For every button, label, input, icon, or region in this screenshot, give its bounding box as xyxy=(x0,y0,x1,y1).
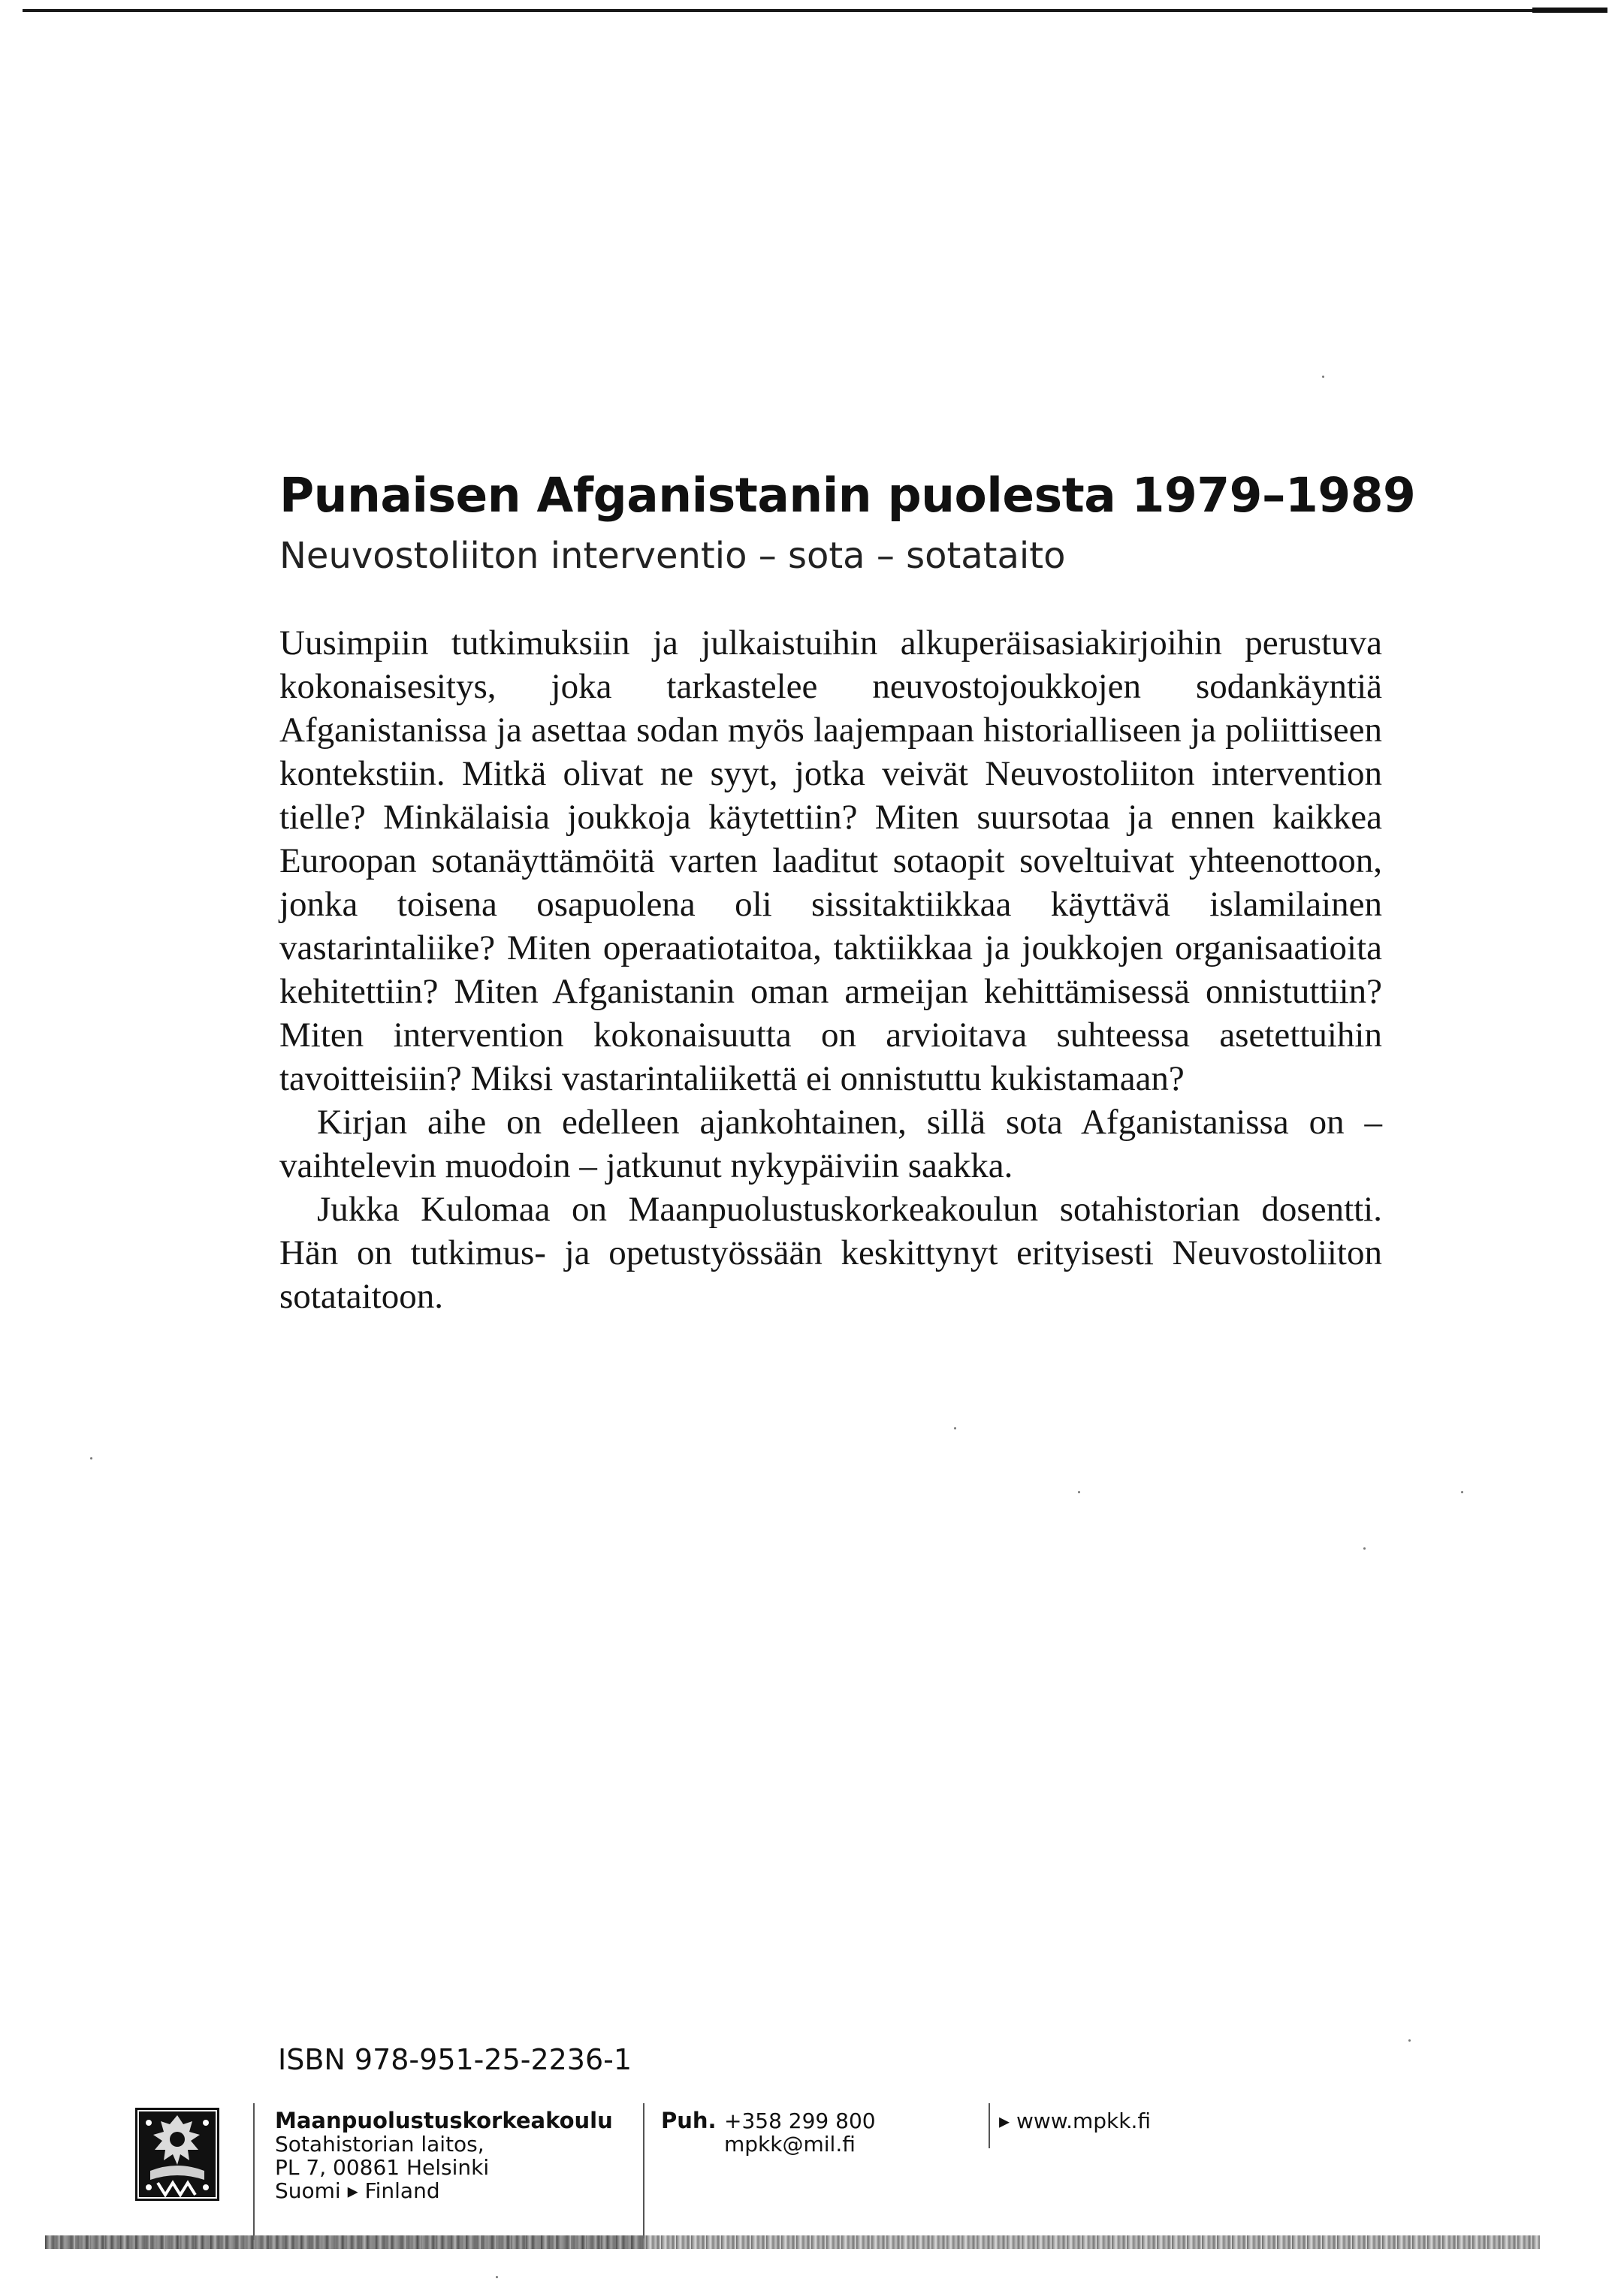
top-rule xyxy=(23,9,1607,12)
scan-speck xyxy=(496,2276,498,2278)
scan-speck xyxy=(1363,1547,1366,1550)
phone-label: Puh. xyxy=(661,2108,717,2133)
scan-speck xyxy=(1322,376,1324,378)
contact-block xyxy=(661,2109,717,2133)
phone-number[interactable]: +358 299 800 xyxy=(724,2108,876,2133)
publisher-country: Suomi ▸ Finland xyxy=(275,2178,440,2203)
publisher-name: Maanpuolustuskorkeakoulu xyxy=(275,2108,613,2133)
blurb xyxy=(279,621,1382,1318)
scan-speck xyxy=(954,1427,956,1429)
book-title: Punaisen Afganistanin puolesta 1979–1989 xyxy=(279,468,1416,523)
divider-1 xyxy=(253,2103,255,2240)
blurb-paragraph-3: Jukka Kulomaa on Maanpuolustuskorkeakoulun sotahistorian dosentti. Hän on tutkimus- ja opetustyössään keskittynyt erityisesti Neuvostoliiton sotataitoon. xyxy=(279,1190,1382,1316)
web-block xyxy=(999,2109,1151,2133)
email-link[interactable]: mpkk@mil.fi xyxy=(724,2132,856,2157)
publisher-address: PL 7, 00861 Helsinki xyxy=(275,2155,490,2180)
scan-speck xyxy=(1078,1491,1080,1493)
divider-2 xyxy=(643,2103,644,2238)
publisher-department: Sotahistorian laitos, xyxy=(275,2132,484,2157)
scan-speck xyxy=(1461,1491,1463,1493)
heraldic-lion-emblem-icon xyxy=(135,2108,219,2201)
top-rule-end xyxy=(1532,8,1607,13)
scan-speck xyxy=(1408,2039,1411,2042)
blurb-paragraph-2: Kirjan aihe on edelleen ajankohtainen, sillä sota Afganistanissa on – vaihtelevin muodoin – jatkunut nykypäiviin saakka. xyxy=(279,1103,1382,1185)
contact-values xyxy=(724,2109,876,2156)
publisher-block xyxy=(275,2109,613,2202)
blurb-paragraph-1: Uusimpiin tutkimuksiin ja julkaistuihin alkuperäisasiakirjoihin perustuva kokonaisesitys, joka tarkastelee neuvostojoukkojen sodankäyntiä Afganistanissa ja asettaa sodan myös laajempaan historialliseen ja poliittiseen kontekstiin. Mitkä olivat ne syyt, jotka veivät Neuvostoliiton intervention tielle? Minkälaisia joukkoja käytettiin? Miten suursotaa ja ennen kaikkea Euroopan sotanäyttämöitä varten laaditut sotaopit soveltuivat yhteenottoon, jonka toisena osapuolena oli sissitaktiikkaa käyttävä islamilainen vastarintaliike? Miten operaatiotaitoa, taktiikkaa ja joukkojen organisaatioita kehitettiin? Miten Afganistanin oman armeijan kehittämisessä onnistuttiin? Miten intervention kokonaisuutta on arvioitava suhteessa asetettuihin tavoitteisiin? Miksi vastarintaliikettä ei onnistuttu kukistamaan? xyxy=(279,623,1382,1098)
scan-speck xyxy=(90,1457,92,1459)
isbn: ISBN 978-951-25-2236-1 xyxy=(278,2043,632,2076)
divider-3 xyxy=(989,2103,990,2148)
book-subtitle: Neuvostoliiton interventio – sota – sotataito xyxy=(279,535,1066,577)
scan-noise-band-dark xyxy=(45,2235,646,2249)
web-link[interactable]: ▸ www.mpkk.fi xyxy=(999,2108,1152,2133)
